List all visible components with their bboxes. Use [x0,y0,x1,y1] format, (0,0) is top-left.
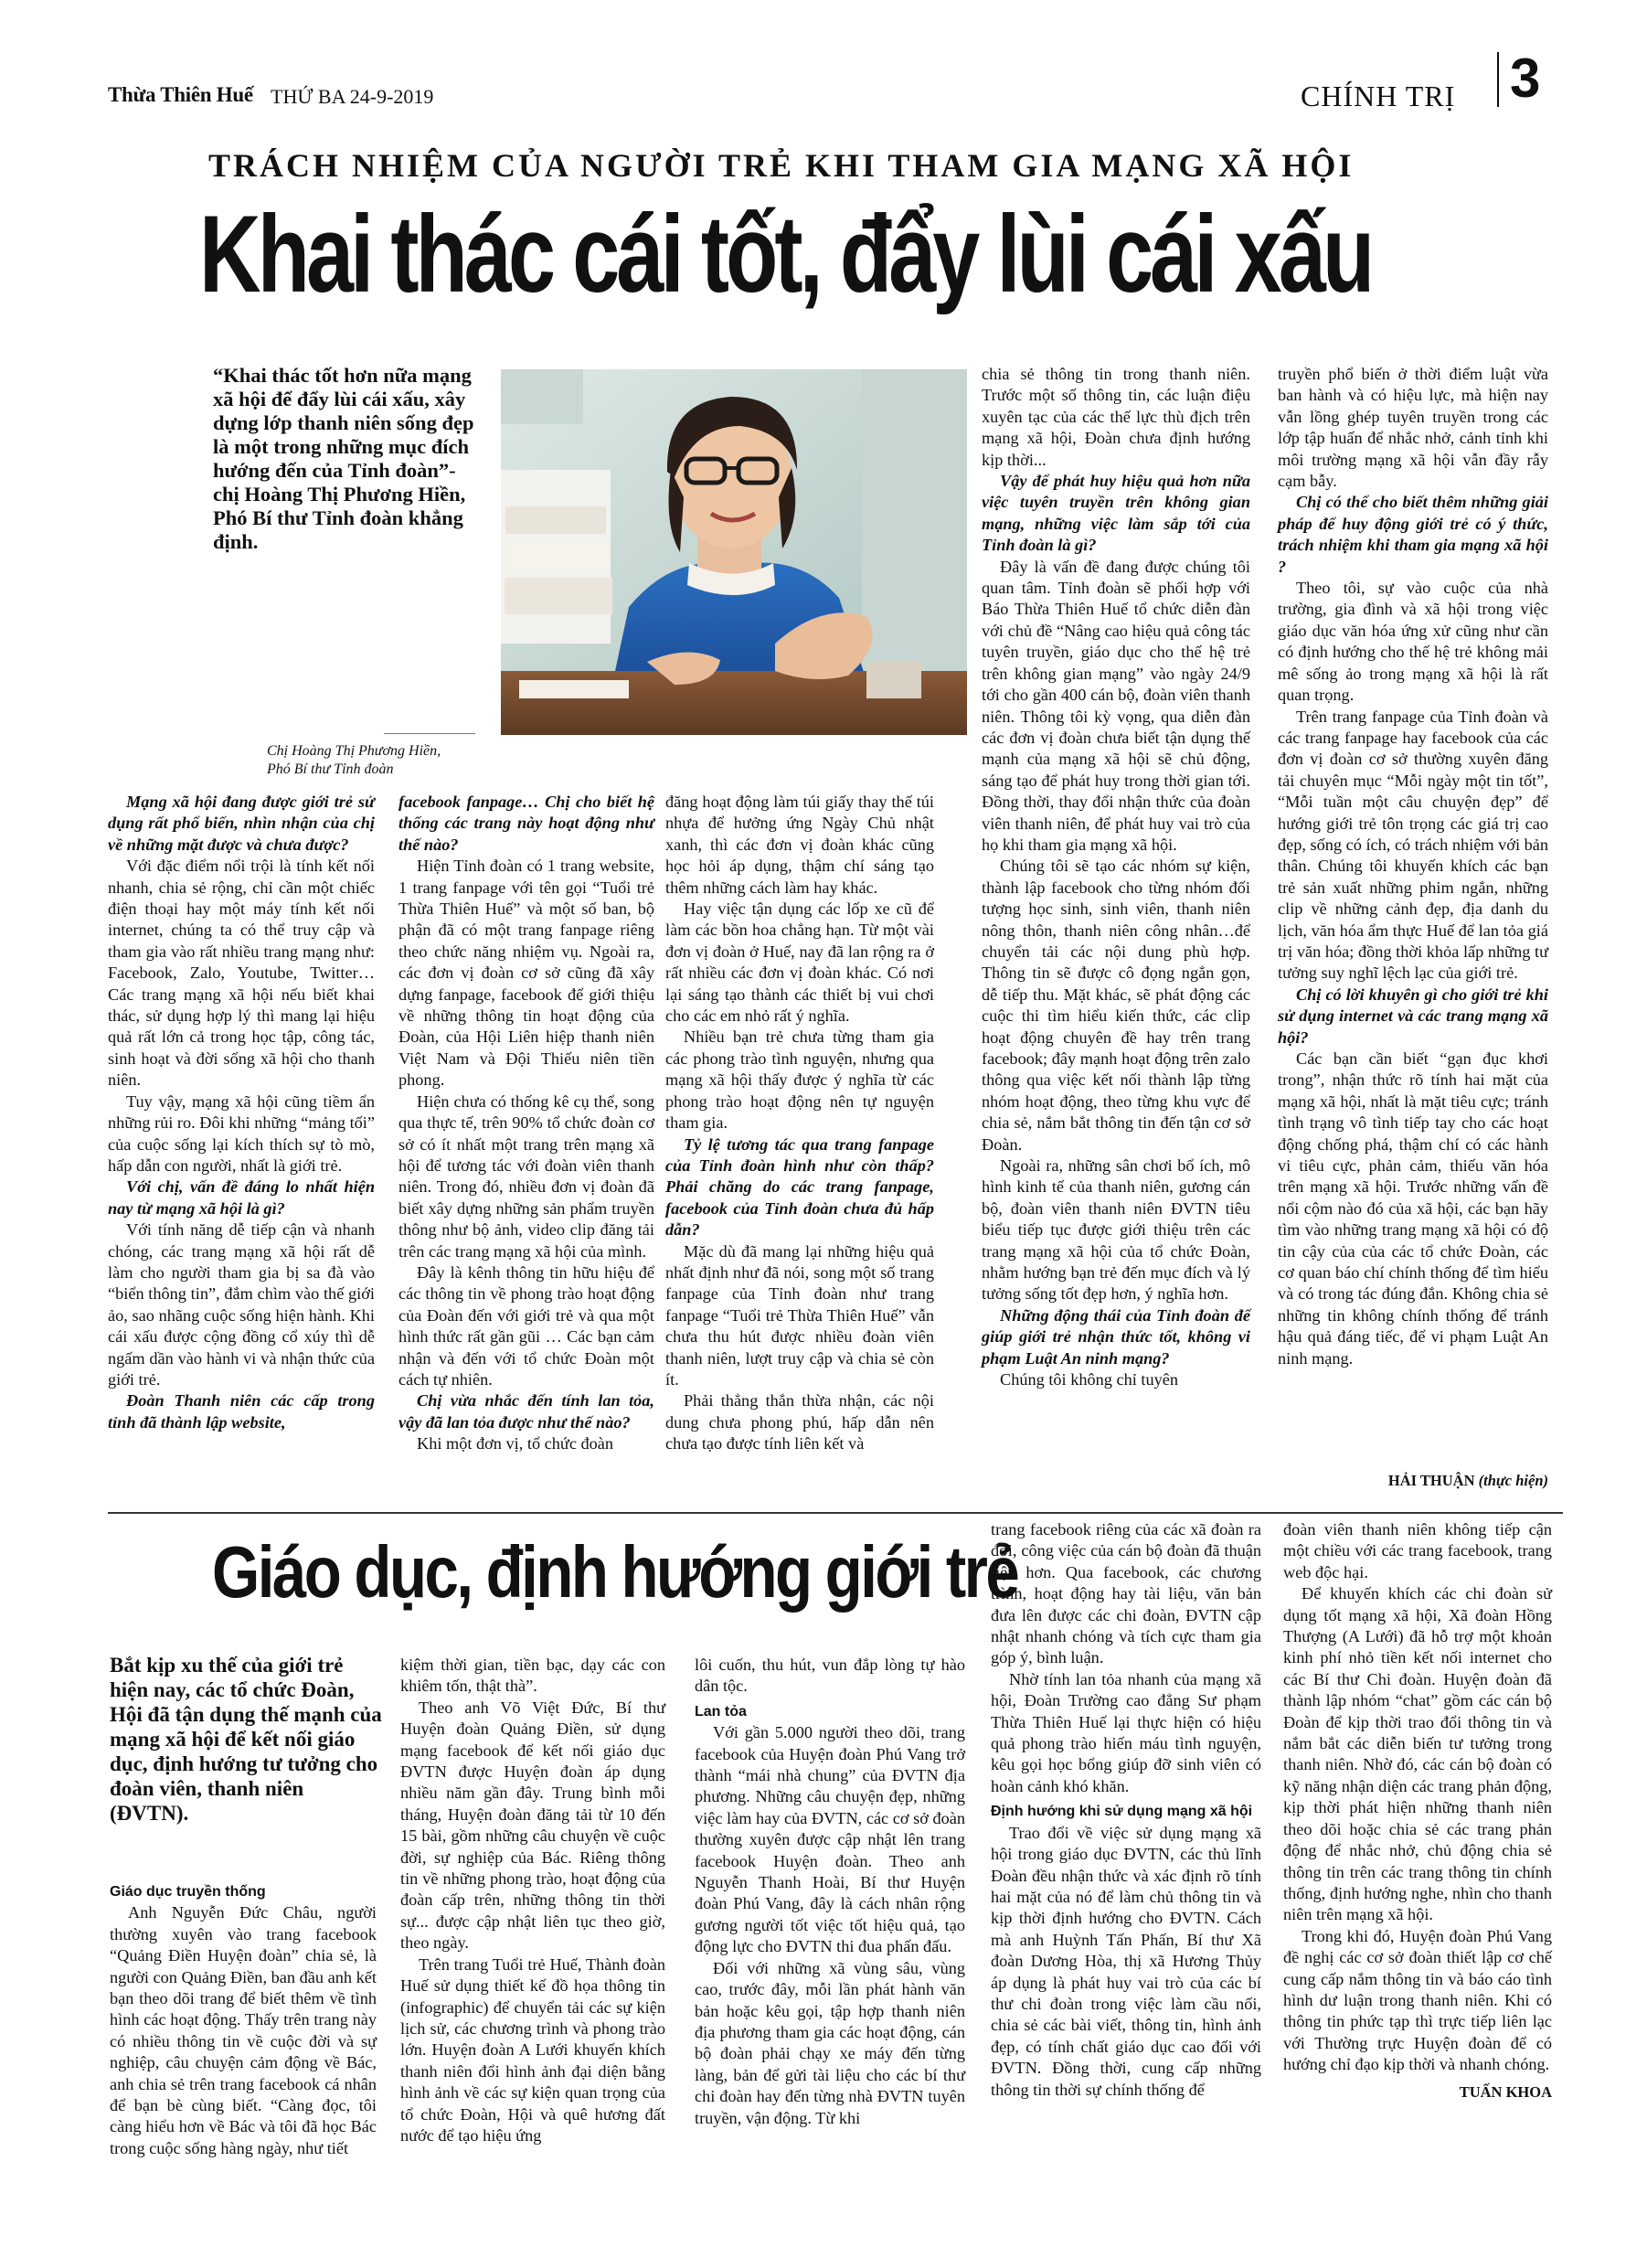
article2-column-4 [991,1519,1261,2101]
interview-question: Những động thái của Tỉnh đoàn để giúp giới trẻ nhận thức tốt, không vi phạm Luật An ninh mạng? [982,1305,1250,1368]
paragraph: Chúng tôi không chỉ tuyên [1000,1370,1178,1390]
article1-column-3 [665,792,934,1455]
section-divider [1497,52,1499,107]
article1-lead: “Khai thác tốt hơn nữa mạng xã hội để đẩy lùi cái xấu, xây dựng lớp thanh niên sống đẹp là một trong những mục đích hướng đến của Tỉnh đoàn”- chị Hoàng Thị Phương Hiền, Phó Bí thư Tỉnh đoàn khẳng định. [213,364,474,553]
paragraph: kiệm thời gian, tiền bạc, dạy các con khiêm tốn, thật thà”. [400,1656,665,1696]
article1-column-5 [1278,364,1548,1369]
article1-byline [1278,1470,1548,1491]
article2-headline: Giáo dục, định hướng giới trẻ [212,1531,1018,1613]
paragraph: Nhờ tính lan tỏa nhanh của mạng xã hội, Đoàn Trường cao đẳng Sư phạm Thừa Thiên Huế lại thực hiện có hiệu quả phong trào hiến máu tình nguyện, kêu gọi học bổng giúp đỡ sinh viên có hoàn cảnh khó khăn. [991,1669,1261,1795]
article1-column-2 [398,792,654,1455]
caption-line-2: Phó Bí thư Tỉnh đoàn [267,761,394,777]
paragraph: Trên trang fanpage của Tỉnh đoàn và các trang fanpage hay facebook của các đơn vị đoàn cơ sở thường xuyên đăng tải chuyên mục “Mỗi ngày một tin tốt”, “Mỗi tuần một câu chuyện đẹp” để hướng giới trẻ tôn trọng các giá trị cao đẹp, sống có ích, có trách nhiệm với bản thân. Chúng tôi khuyến khích các bạn trẻ sản xuất những phim ngắn, những clip về những cảnh đẹp, địa danh du lịch, văn hóa ẩm thực Huế để lan tỏa giá trị văn hóa; đồng thời khỏa lấp những tư tưởng suy nghĩ lệch lạc của giới trẻ. [1278,707,1548,983]
paragraph: Các bạn cần biết “gạn đục khơi trong”, nhận thức rõ tính hai mặt của mạng xã hội, nhất là mặt tiêu cực; tránh tình trạng vô tình tiếp tay cho các hoạt động chống phá, thậm chí có các hành vi tiêu cực, phản cảm, thiếu văn hóa trên mạng xã hội. Trước những vấn đề nổi cộm nào đó của xã hội, các bạn hãy tìm vào những trang mạng xã hội có độ tin cậy của của các tổ chức Đoàn, các cơ quan báo chí chính thống để tìm hiểu và có trong tác đúng đắn. Không chia sẻ những tin không chính thống để tránh hậu quả đáng tiếc, để vi phạm Luật An ninh mạng. [1278,1049,1548,1368]
article2-column-4-top [991,1519,1261,1797]
paragraph: Với gần 5.000 người theo dõi, trang facebook của Huyện đoàn Phú Vang trở thành “mái nhà chung” của ĐVTN địa phương. Những câu chuyện đẹp, những việc làm hay của ĐVTN, các cơ sở đoàn thường xuyên được cập nhật lên trang facebook Huyện đoàn. Theo anh Nguyễn Thanh Hoài, Bí thư Huyện đoàn Phú Vang, đây là cách nhân rộng gương người tốt việc tốt hiệu quả, tạo động lực cho ĐVTN thi đua phấn đấu. [695,1723,965,1956]
interview-question: Đoàn Thanh niên các cấp trong tỉnh đã thành lập website, [108,1391,375,1432]
portrait-illustration [501,369,967,735]
caption-rule [384,733,475,734]
article2-subhead-1: Giáo dục truyền thống [110,1884,266,1900]
byline-note: (thực hiện) [1478,1472,1548,1489]
paragraph: Với đặc điểm nổi trội là tính kết nối nhanh, chia sẻ rộng, chỉ cần một chiếc điện thoại hay một máy tính kết nối internet, chúng ta có thể truy cập và tham gia vào rất nhiều trang mạng như: Facebook, Zalo, Youtube, Twitter… Các trang mạng xã hội nếu biết khai thác, sử dụng hợp lý thì mang lại hiệu quả rất lớn cả trong học tập, công tác, sinh hoạt và đời sống xã hội cho thanh niên. [108,857,375,1090]
paragraph: Tuy vậy, mạng xã hội cũng tiềm ẩn những rủi ro. Đôi khi những “mảng tối” của cuộc sống lại kích thích sự tò mò, hấp dẫn con người, nhất là giới trẻ. [108,1091,375,1175]
byline-name: HẢI THUẬN [1387,1472,1475,1489]
paragraph: trang facebook riêng của các xã đoàn ra đời, công việc của cán bộ đoàn đã thuận tiện hơn. Qua facebook, các chương trình, hoạt động hay tài liệu, văn bản đưa lên được các chi đoàn, ĐVTN cập nhật nhanh chóng và tích cực tham gia góp ý, bình luận. [991,1520,1261,1667]
paragraph: Phải thẳng thắn thừa nhận, các nội dung chưa phong phú, hấp dẫn nên chưa tạo được tính liên kết và [665,1391,934,1453]
paragraph: truyền phổ biến ở thời điểm luật vừa ban hành và có hiệu lực, mà hiện nay vẫn lồng ghép tuyên truyền trong các lớp tập huấn để nhắc nhở, cảnh tỉnh khi môi trường mạng xã hội vẫn đầy rẫy cạm bẫy. [1278,365,1548,491]
paragraph: đăng hoạt động làm túi giấy thay thế túi nhựa để hưởng ứng Ngày Chủ nhật xanh, thì các đơn vị đoàn khác cũng học hỏi áp dụng, thậm chí sáng tạo thêm những cách làm hay khác. [665,793,934,897]
section-rule [108,1512,1563,1514]
article2-column-3-body [695,1722,965,2129]
paragraph: Đây là vấn đề đang được chúng tôi quan tâm. Tỉnh đoàn sẽ phối hợp với Báo Thừa Thiên Huế tổ chức diễn đàn với chủ đề “Nâng cao hiệu quả công tác tuyên truyền, giáo dục cho thế hệ trẻ trên không gian mạng” vào ngày 24/9 tới cho gần 400 cán bộ, đoàn viên thanh niên. Thông tôi kỳ vọng, qua diễn đàn các đơn vị đoàn chưa biết tận dụng thế mạnh của mạng xã hội sẽ chủ động, sáng tạo để phát huy trong thời gian tới. Đồng thời, thay đổi nhận thức của đoàn viên thanh niên, để phát huy vai trò của họ khi tham gia mạng xã hội. [982,557,1250,854]
paragraph: Trong khi đó, Huyện đoàn Phú Vang đề nghị các cơ sở đoàn thiết lập cơ chế cung cấp nắm thông tin và báo cáo tình hình dư luận trong thanh niên. Khi có thông tin phức tạp thì trực tiếp liên lạc với Thường trực Huyện đoàn để có hướng chỉ đạo kịp thời và nhanh chóng. [1283,1926,1552,2074]
interview-question: Mạng xã hội đang được giới trẻ sử dụng rất phổ biến, nhìn nhận của chị về những mặt được và chưa được? [108,793,375,854]
paragraph: chia sẻ thông tin trong thanh niên. Trước một số thông tin, các luận điệu xuyên tạc của các thế lực thù địch trên mạng xã hội, Đoàn chưa định hướng kịp thời... [982,365,1250,469]
interview-photo [501,369,967,735]
paragraph: Hay việc tận dụng các lốp xe cũ để làm các bồn hoa chẳng hạn. Từ một vài đơn vị đoàn ở Huế, nay đã lan rộng ra ở rất nhiều các đơn vị đoàn khác. Có nơi lại sáng tạo thành các thiết bị vui chơi cho các em nhỏ rất ý nghĩa. [665,900,934,1026]
paragraph: Theo tôi, sự vào cuộc của nhà trường, gia đình và xã hội trong việc giáo dục văn hóa ứng xử cũng như cần có định hướng cho thế hệ trẻ không mải mê sống ảo trong mạng xã hội là rất quan trọng. [1278,579,1548,705]
article2-column-3-top [695,1655,965,1698]
interview-question: facebook fanpage… Chị cho biết hệ thống các trang này hoạt động như thế nào? [398,793,654,854]
article2-column-2 [400,1655,665,2146]
paragraph: lôi cuốn, thu hút, vun đắp lòng tự hào dân tộc. [695,1656,965,1696]
interview-question: Tỷ lệ tương tác qua trang fanpage của Tỉnh đoàn hình như còn thấp?Phải chăng do các trang fanpage, facebook của Tỉnh đoàn chưa đủ hấp dẫn? [665,1134,934,1240]
article2-column-5 [1283,1519,1552,2103]
article2-column-4-body [991,1823,1261,2101]
page-number: 3 [1510,48,1541,109]
paragraph: Đối với những xã vùng sâu, vùng cao, trước đây, mỗi lần phát hành văn bản hoặc kêu gọi, tập hợp thanh niên địa phương tham gia các hoạt động, cán bộ đoàn phải chạy xe máy đến từng làng, bản để gửi tài liệu cho các bí thư chi đoàn hay đến từng nhà ĐVTN tuyên truyền, vận động. Từ khi [695,1958,965,2127]
interview-question: Với chị, vấn đề đáng lo nhất hiện nay từ mạng xã hội là gì? [108,1177,375,1218]
photo-caption [267,742,495,779]
paper-name: Thừa Thiên Huế [108,83,253,106]
article2-subhead-2: Lan tỏa [695,1703,747,1720]
masthead [108,48,1552,114]
paragraph: Khi một đơn vị, tổ chức đoàn [417,1434,614,1453]
paragraph: Hiện chưa có thống kê cụ thể, song qua thực tế, trên 90% tổ chức đoàn cơ sở có ít nhất một trang trên mạng xã hội để tương tác với đoàn viên thanh niên. Trong đó, nhiều đơn vị đoàn đã biết xây dựng những sản phẩm truyền thông như bộ ảnh, video clip đăng tải trên các trang mạng xã hội của mình. [398,1091,654,1261]
paragraph: Để khuyến khích các chi đoàn sử dụng tốt mạng xã hội, Xã đoàn Hồng Thượng (A Lưới) đã hỗ trợ một khoản kinh phí nhỏ tiền kết nối internet cho các Bí thư Chi đoàn. Huyện đoàn đã thành lập nhóm “chat” gồm các cán bộ Đoàn để kịp thời trao đổi thông tin và nắm bắt các diễn biến tư tưởng trong thanh niên. Nhờ đó, các cán bộ đoàn có kỹ năng nhận diện các trang phản động, kịp thời phát hiện những thanh niên theo dõi hoặc chia sẻ các trang phản động để nhắc nhở, chủ động chia sẻ thông tin trên các trang thông tin chính thống, định hướng nghe, nhìn cho thanh niên trên mạng xã hội. [1283,1584,1552,1924]
paragraph: Chúng tôi sẽ tạo các nhóm sự kiện, thành lập facebook cho từng nhóm đối tượng học sinh, sinh viên, thanh niên nông thôn, thanh niên công nhân…để chuyển tải các nội dung phù hợp. Thông tin sẽ được cô đọng ngắn gọn, dễ tiếp thu. Mặt khác, sẽ phát động các cuộc thi tìm hiểu kiến thức, các clip hoạt động chuyên đề hay trên trang facebook; đây mạnh hoạt động trên zalo thông qua việc kết nối thành lập từng nhóm hoạt động, theo từng khu vực để chia sẻ, nắm bắt thông tin đến tận cơ sở Đoàn. [982,857,1250,1154]
issue-date: THỨ BA 24-9-2019 [271,85,434,108]
paragraph: Anh Nguyễn Đức Châu, người thường xuyên vào trang facebook “Quảng Điền Huyện đoàn” chia sẻ, là người con Quảng Điền, ban đầu anh kết bạn theo dõi trang để biết thêm về tình hình các hoạt động. Thấy trên trang này có nhiều thông tin về cuộc đời và sự nghiệp, câu chuyện cảm động về Bác, anh chia sẻ trên trang facebook cá nhân để bạn bè cùng biết. “Càng đọc, tôi càng hiểu hơn về Bác và tôi đã học Bác trong cuộc sống hàng ngày, như tiết [110,1903,377,2157]
paragraph: Nhiều bạn trẻ chưa từng tham gia các phong trào tình nguyện, nhưng qua mạng xã hội thấy được ý nghĩa từ các phong trào hoạt động nên tự nguyện tham gia. [665,1028,934,1133]
article1-kicker: TRÁCH NHIỆM CỦA NGƯỜI TRẺ KHI THAM GIA MẠNG XÃ HỘI [208,147,1355,184]
article1-column-4 [982,364,1250,1391]
interview-question: Chị vừa nhắc đến tính lan tỏa, vậy đã lan tỏa được như thế nào? [398,1391,654,1432]
section-name: CHÍNH TRỊ [1301,80,1456,112]
paragraph: Hiện Tỉnh đoàn có 1 trang website, 1 trang fanpage với tên gọi “Tuổi trẻ Thừa Thiên Huế” và một số ban, bộ phận đã có một trang fanpage riêng theo chức năng nhiệm vụ. Ngoài ra, các đơn vị đoàn cơ sở cũng đã xây dựng fanpage, facebook để giới thiệu về những thông tin hoạt động của Đoàn, của Hội Liên hiệp thanh niên Việt Nam và Đội Thiếu niên tiền phong. [398,857,654,1090]
article2-column-5-body [1283,1519,1552,2076]
article2-column-1 [110,1878,377,2159]
interview-question: Chị có thể cho biết thêm những giải pháp để huy động giới trẻ có ý thức, trách nhiệm khi tham gia mạng xã hội ? [1278,493,1548,576]
article2-column-3 [695,1655,965,2129]
paragraph: Đây là kênh thông tin hữu hiệu để các thông tin về phong trào hoạt động của Đoàn đến với giới trẻ và qua một hình thức rất gần gũi … Các bạn cảm nhận và đến với tổ chức Đoàn một cách tự nhiên. [398,1262,654,1389]
caption-line-1: Chị Hoàng Thị Phương Hiền, [267,743,441,759]
interview-question: Vậy để phát huy hiệu quả hơn nữa việc tuyên truyền trên không gian mạng, những việc làm sắp tới của Tỉnh đoàn là gì? [982,472,1250,555]
article1-column-1 [108,792,375,1433]
article2-byline: TUẤN KHOA [1459,2082,1552,2101]
paragraph: Theo anh Võ Việt Đức, Bí thư Huyện đoàn Quảng Điền, sử dụng mạng facebook để kết nối giáo dục ĐVTN được Huyện đoàn áp dụng nhiều năm gần đây. Trung bình mỗi tháng, Huyện đoàn đăng tải từ 10 đến 15 bài, gồm những câu chuyện về cuộc đời, sự nghiệp của Bác. Riêng thông tin về những phong trào, hoạt động của đoàn cấp trên, những thông tin thời sự... được cập nhật liên tục theo giờ, theo ngày. [400,1698,665,1953]
paragraph: Với tính năng dễ tiếp cận và nhanh chóng, các trang mạng xã hội rất dễ làm cho người tham gia bị sa đà vào “biển thông tin”, đắm chìm vào thế giới ảo, sao nhãng cuộc sống hiện hành. Khi cái xấu được cộng đồng cổ xúy thì dễ ngấm dần vào hành vi và nhận thức của giới trẻ. [108,1220,375,1389]
paragraph: đoàn viên thanh niên không tiếp cận một chiều với các trang facebook, trang web độc hại. [1283,1520,1552,1581]
interview-question: Chị có lời khuyên gì cho giới trẻ khi sử dụng internet và các trang mạng xã hội? [1278,985,1548,1047]
paragraph: Mặc dù đã mang lại những hiệu quả nhất định như đã nói, song một số trang fanpage của Tỉnh đoàn như trang fanpage “Tuổi trẻ Thừa Thiên Huế” vẫn chưa thu hút được nhiều đoàn viên thanh niên, lượt truy cập và chia sẻ còn ít. [665,1241,934,1389]
article2-subhead-3: Định hướng khi sử dụng mạng xã hội [991,1804,1253,1820]
paragraph: Trao đổi về việc sử dụng mạng xã hội trong giáo dục ĐVTN, các thủ lĩnh Đoàn đều nhận thức và xác định rõ tính hai mặt của nó để làm chủ thông tin và kịp thời định hướng cho ĐVTN. Cách mà anh Huỳnh Tấn Phấn, Bí thư Xã đoàn Dương Hòa, thị xã Hương Thủy áp dụng là phát huy vai trò của các bí thư chi đoàn trong việc làm cầu nối, chia sẻ các bài viết, thông tin, hình ảnh đẹp, có tính chất giáo dục cao đối với ĐVTN. Đồng thời, cung cấp những thông tin thời sự chính thống để [991,1823,1261,2099]
article2-column-1-body [110,1902,377,2159]
paragraph: Ngoài ra, những sân chơi bổ ích, mô hình kinh tế của thanh niên, gương cán bộ, đoàn viên thanh niên ĐVTN tiêu biểu tiếp tục được giới thiệu trên các trang mạng xã hội của tổ chức Đoàn, nhằm hướng bạn trẻ đến mục đích và lý tưởng sống tốt đẹp hơn, ý nghĩa hơn. [982,1156,1250,1304]
article1-headline: Khai thác cái tốt, đẩy lùi cái xấu [199,193,1372,315]
paragraph: Trên trang Tuổi trẻ Huế, Thành đoàn Huế sử dụng thiết kế đồ họa thông tin (infographic) để chuyển tải các sự kiện lịch sử, các chương trình và phong trào lớn. Huyện đoàn A Lưới khuyến khích thanh niên đổi hình ảnh đại diện bằng hình ảnh về các sự kiện quan trọng của tổ chức Đoàn, Hội và quê hương đất nước để tạo hiệu ứng [400,1954,665,2145]
article2-lead: Bắt kịp xu thế của giới trẻ hiện nay, các tổ chức Đoàn, Hội đã tận dụng thế mạnh của mạng xã hội để kết nối giáo dục, định hướng tư tưởng cho đoàn viên, thanh niên (ĐVTN). [110,1654,382,1825]
